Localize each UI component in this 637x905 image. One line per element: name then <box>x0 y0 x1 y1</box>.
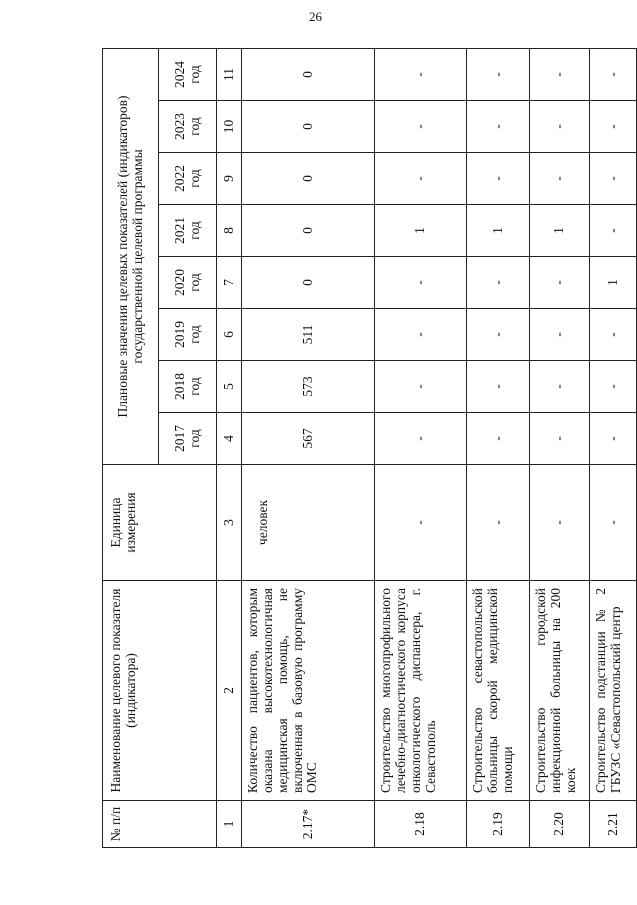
row-number: 2.18 <box>375 801 467 848</box>
value-cell: - <box>467 361 530 413</box>
value-cell: - <box>590 48 637 100</box>
row-number: 2.20 <box>530 801 590 848</box>
value-cell: - <box>590 153 637 205</box>
value-cell: 0 <box>242 48 375 100</box>
value-cell: - <box>467 153 530 205</box>
indicator-name: Строительство севастопольской больницы скорой медицинской помощи <box>467 581 530 801</box>
indicator-name: Строительство многопрофильного лечебно-диагностического корпуса онкологического диспансера, г. Севастополь <box>375 581 467 801</box>
table-row <box>590 48 637 847</box>
value-cell: - <box>590 101 637 153</box>
header-number: № п/п <box>103 801 217 848</box>
header-planned-values: Плановые значения целевых показателей (индикаторов) государственной целевой программы <box>103 48 159 464</box>
column-number: 8 <box>217 205 242 257</box>
value-cell: - <box>467 257 530 309</box>
value-cell: 573 <box>242 361 375 413</box>
value-cell: - <box>375 361 467 413</box>
value-cell: - <box>530 361 590 413</box>
header-year: 2024 год <box>159 48 217 100</box>
header-year: 2019 год <box>159 309 217 361</box>
value-cell: - <box>530 413 590 465</box>
value-cell: - <box>375 309 467 361</box>
column-number: 9 <box>217 153 242 205</box>
column-number: 3 <box>217 465 242 581</box>
value-cell: 1 <box>590 257 637 309</box>
value-cell: - <box>467 413 530 465</box>
value-cell: - <box>467 48 530 100</box>
value-cell: 1 <box>530 205 590 257</box>
unit-cell: человек <box>242 465 375 581</box>
row-number: 2.21 <box>590 801 637 848</box>
value-cell: - <box>375 413 467 465</box>
value-cell: 0 <box>242 101 375 153</box>
unit-cell: - <box>590 465 637 581</box>
column-number: 6 <box>217 309 242 361</box>
value-cell: - <box>590 205 637 257</box>
unit-cell: - <box>375 465 467 581</box>
table-rotated-container <box>102 49 623 848</box>
value-cell: - <box>530 309 590 361</box>
table-row <box>242 48 375 847</box>
value-cell: 1 <box>375 205 467 257</box>
value-cell: 0 <box>242 257 375 309</box>
header-unit: Единица измерения <box>103 465 217 581</box>
target-indicators-table <box>102 48 637 848</box>
value-cell: 511 <box>242 309 375 361</box>
indicator-name: Строительство городской инфекционной больницы на 200 коек <box>530 581 590 801</box>
table-row <box>375 48 467 847</box>
unit-cell: - <box>467 465 530 581</box>
value-cell: - <box>530 153 590 205</box>
table-row <box>467 48 530 847</box>
column-number: 7 <box>217 257 242 309</box>
row-number: 2.17* <box>242 801 375 848</box>
value-cell: 1 <box>467 205 530 257</box>
value-cell: - <box>375 101 467 153</box>
column-number: 5 <box>217 361 242 413</box>
header-year: 2020 год <box>159 257 217 309</box>
header-year: 2022 год <box>159 153 217 205</box>
value-cell: - <box>375 48 467 100</box>
value-cell: - <box>467 309 530 361</box>
value-cell: - <box>590 361 637 413</box>
value-cell: - <box>375 257 467 309</box>
indicator-name: Количество пациентов, которым оказана высокотехнологичная медицинская помощь, не включенная в базовую программу ОМС <box>242 581 375 801</box>
unit-cell: - <box>530 465 590 581</box>
header-year: 2018 год <box>159 361 217 413</box>
value-cell: - <box>590 309 637 361</box>
value-cell: 0 <box>242 205 375 257</box>
value-cell: - <box>530 257 590 309</box>
column-number: 11 <box>217 48 242 100</box>
column-numbers-row <box>217 48 242 847</box>
value-cell: 0 <box>242 153 375 205</box>
column-number: 10 <box>217 101 242 153</box>
rotated-table-area <box>102 49 623 848</box>
indicator-name: Строительство подстанции № 2 ГБУЗС «Севастопольский центр <box>590 581 637 801</box>
row-number: 2.19 <box>467 801 530 848</box>
header-indicator-name: Наименование целевого показателя (индикатора) <box>103 581 217 801</box>
value-cell: - <box>530 48 590 100</box>
header-year: 2017 год <box>159 413 217 465</box>
page-number: 26 <box>309 9 322 24</box>
value-cell: 567 <box>242 413 375 465</box>
header-year: 2023 год <box>159 101 217 153</box>
column-number: 2 <box>217 581 242 801</box>
value-cell: - <box>530 101 590 153</box>
table-row <box>530 48 590 847</box>
column-number: 1 <box>217 801 242 848</box>
value-cell: - <box>375 153 467 205</box>
column-number: 4 <box>217 413 242 465</box>
value-cell: - <box>590 413 637 465</box>
value-cell: - <box>467 101 530 153</box>
header-year: 2021 год <box>159 205 217 257</box>
